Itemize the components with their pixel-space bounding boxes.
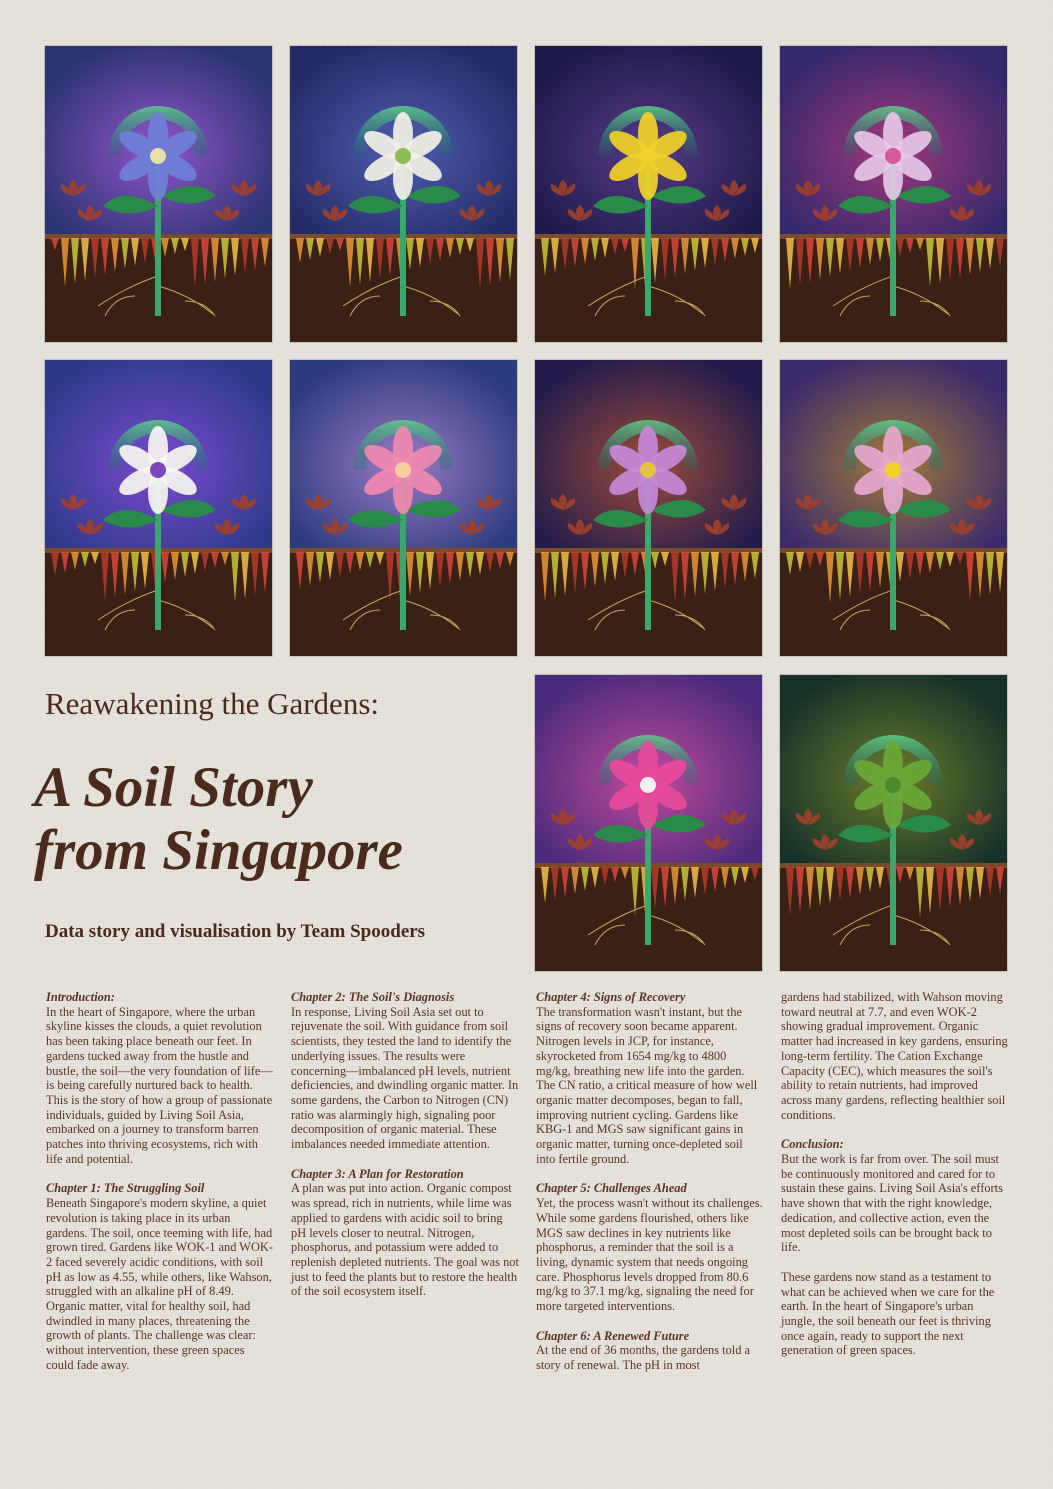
soil-illustration	[45, 360, 272, 656]
page-title	[34, 756, 524, 882]
intro-heading: Introduction:	[46, 990, 115, 1004]
chapter-4-heading: Chapter 4: Signs of Recovery	[536, 990, 686, 1004]
soil-illustration	[290, 46, 517, 342]
flower-center	[885, 777, 901, 793]
chapter-5-text: Yet, the process wasn't without its challenges. While some gardens flourished, others like MGS saw declines in key nutrients like phosphorus, a reminder that the soil is a living, dynamic system that needs ongoing care. Phosphorus levels dropped from 80.6 mg/kg to 37.1 mg/kg, signaling the need for more targeted interventions.	[536, 1196, 763, 1314]
flower-center	[395, 148, 411, 164]
chapter-6-text-continued: gardens had stabilized, with Wahson moving toward neutral at 7.7, and even WOK-2 showing gradual improvement. Organic matter had increased in key gardens, ensuring long-term fertility. The Cation Exchange Capacity (CEC), which measures the soil's ability to retain nutrients, had improved across many gardens, reflecting healthier soil conditions.	[781, 990, 1008, 1122]
flower-center	[640, 777, 656, 793]
flower-center	[150, 148, 166, 164]
soil-illustration	[780, 675, 1007, 971]
soil-card-bukit-batok	[780, 675, 1007, 971]
chapter-5-heading: Chapter 5: Challenges Ahead	[536, 1181, 687, 1196]
byline: Data story and visualisation by Team Spooders	[45, 921, 426, 942]
title-line-1: A Soil Story	[34, 756, 313, 819]
soil-illustration	[45, 46, 272, 342]
soil-illustration	[535, 46, 762, 342]
soil-illustration	[780, 46, 1007, 342]
flower-center	[150, 462, 166, 478]
soil-card-mgs	[45, 46, 272, 342]
conclusion-text-1: But the work is far from over. The soil must be continuously monitored and cared for to sustain these gains. Living Soil Asia's efforts have shown that with the right knowledge, dedication, and collective action, even the most depleted soils can be brought back to life.	[781, 1152, 1003, 1255]
chapter-3-heading: Chapter 3: A Plan for Restoration	[291, 1166, 464, 1181]
chapter-6-heading: Chapter 6: A Renewed Future	[536, 1328, 690, 1343]
intro-text: In the heart of Singapore, where the urban skyline kisses the clouds, a quiet revolution has been taking place beneath our feet. In gardens tucked away from the hustle and bustle, the soil—the very foundation of life—is being carefully nurtured back to health. This is the story of how a group of passionate individuals, guided by Living Soil Asia, embarked on a journey to transform barren patches into thriving ecosystems, rich with life and potential.	[46, 1004, 273, 1166]
text-column-4	[781, 990, 1009, 1358]
soil-card-boon-lay	[290, 46, 517, 342]
chapter-6-text: At the end of 36 months, the gardens told a story of renewal. The pH in most	[536, 1343, 751, 1373]
chapter-2-heading: Chapter 2: The Soil's Diagnosis	[291, 990, 455, 1004]
flower-center	[640, 148, 656, 164]
title-line-2: from Singapore	[34, 819, 403, 882]
chapter-3-text: A plan was put into action. Organic compost was spread, rich in nutrients, while lime was applied to gardens with acidic soil to bring pH levels closer to neutral. Nitrogen, phosphorus, and potassium were added to replenish depleted nutrients. The goal was not just to feed the plants but to restore the health of the soil ecosystem itself.	[291, 1181, 519, 1299]
soil-card-jalan-senang-2	[290, 360, 517, 656]
conclusion-heading: Conclusion:	[781, 1137, 844, 1152]
flower-center	[885, 462, 901, 478]
text-column-3	[536, 990, 764, 1373]
soil-card-siglap-south	[780, 46, 1007, 342]
soil-illustration	[290, 360, 517, 656]
soil-card-woking-2	[780, 360, 1007, 656]
text-column-1	[46, 990, 274, 1373]
soil-card-wah-son	[535, 675, 762, 971]
text-column-2	[291, 990, 519, 1299]
chapter-2-text: In response, Living Soil Asia set out to rejuvenate the soil. With guidance from soil scientists, they tested the land to identify the underlying issues. The results were concerning—imbalanced pH levels, nutrient deficiencies, and dwindling organic matter. In some gardens, the Carbon to Nitrogen (CN) ratio was alarmingly high, signaling poor decomposition of organic material. These imbalances needed immediate attention.	[291, 1004, 519, 1152]
soil-illustration	[780, 360, 1007, 656]
soil-card-mawaddah	[535, 46, 762, 342]
flower-center	[640, 462, 656, 478]
soil-illustration	[535, 675, 762, 971]
chapter-4-text: The transformation wasn't instant, but the signs of recovery soon became apparent. Nitrogen levels in JCP, for instance, skyrocketed from 1654 mg/kg to 4800 mg/kg, breathing new life into the garden. The CN ratio, a critical measure of how well organic matter decomposes, began to fall, improving nutrient cycling. Gardens like KBG-1 and MGS saw significant gains in organic matter, turning once-depleted soil into fertile ground.	[536, 1004, 758, 1166]
page-heading: Reawakening the Gardens:	[45, 686, 379, 721]
conclusion-text-2: These gardens now stand as a testament to what can be achieved when we care for the earth. In the heart of Singapore's urban jungle, the soil beneath our feet is thriving once again, ready to support the next generation of green spaces.	[781, 1269, 995, 1358]
soil-illustration	[535, 360, 762, 656]
flower-center	[395, 462, 411, 478]
chapter-1-heading: Chapter 1: The Struggling Soil	[46, 1181, 205, 1196]
chapter-1-text: Beneath Singapore's modern skyline, a quiet revolution is taking place in its urban gardens. The soil, once teeming with life, had grown tired. Gardens like WOK-1 and WOK-2 faced severely acidic conditions, with soil pH as low as 4.55, while others, like Wahson, struggled with an alkaline pH of 8.49. Organic matter, vital for healthy soil, had dwindled in many places, threatening the growth of plants. The challenge was clear: without intervention, these green spaces could fade away.	[46, 1196, 273, 1372]
soil-card-jalan-senang-1	[45, 360, 272, 656]
flower-center	[885, 148, 901, 164]
soil-card-woking-1	[535, 360, 762, 656]
